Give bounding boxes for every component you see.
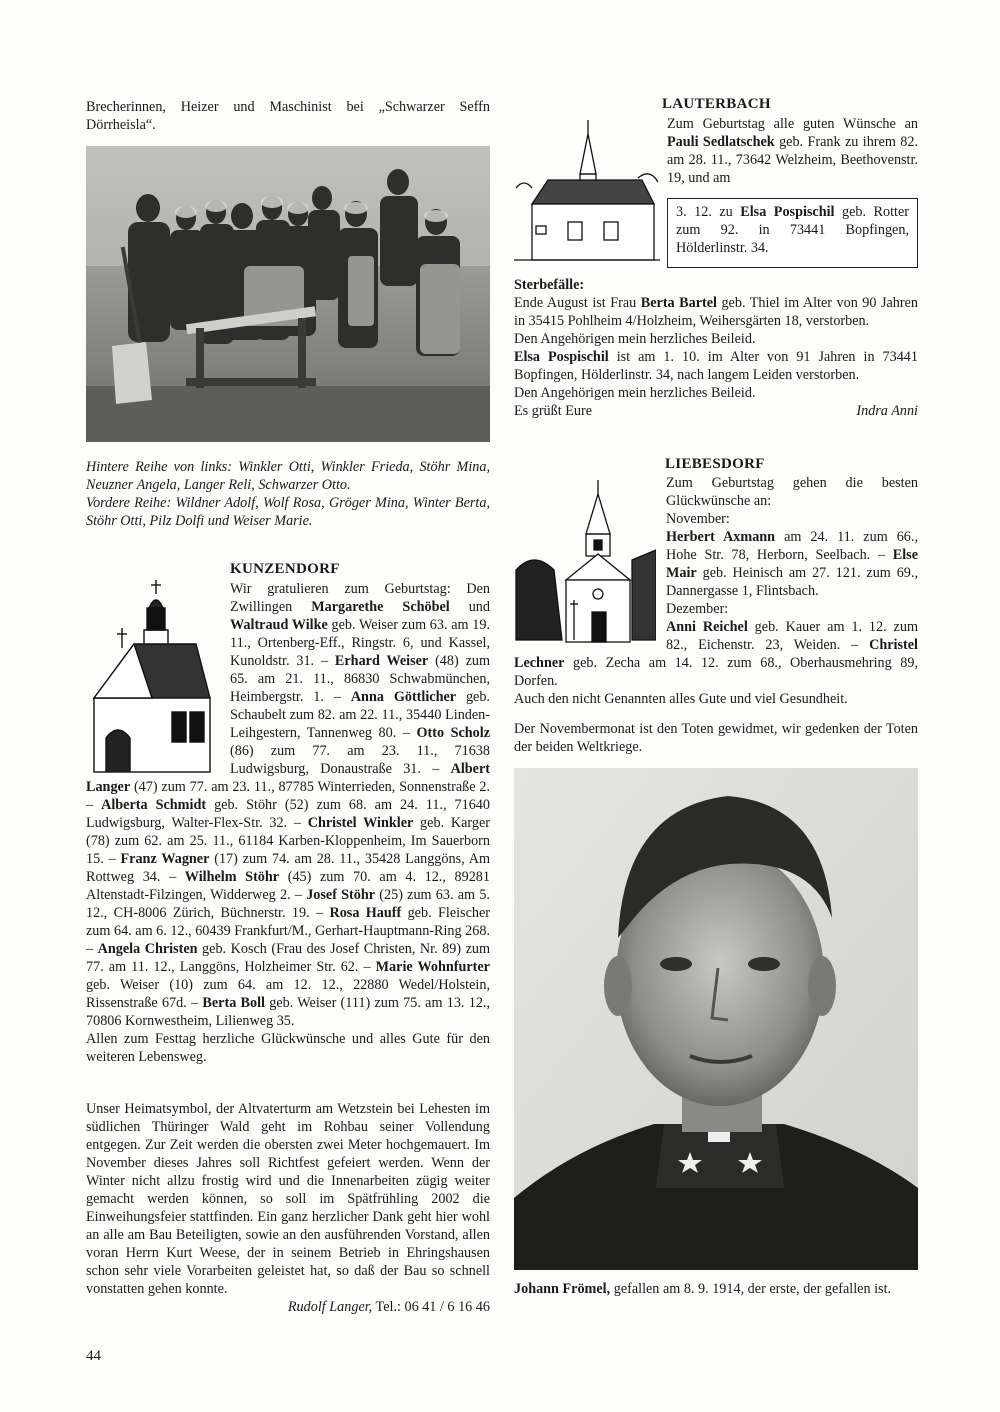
name-erhard-weiser: Erhard Weiser xyxy=(334,653,429,669)
intro-text: Brecherinnen, Heizer und Maschinist bei „Schwarzer Seffn Dörrheisla“. xyxy=(86,99,490,133)
group-photo xyxy=(86,146,490,442)
name-albert-langer: Albert Langer xyxy=(86,761,490,795)
name-berta-boll: Berta Boll xyxy=(202,995,265,1011)
name-herbert-axmann: Herbert Axmann xyxy=(666,529,776,545)
name-elsa-pospischil: Elsa Pospischil xyxy=(740,204,835,220)
memorial-text: Der Novembermonat ist den Toten gewidmet, wir gedenken der Toten der beiden Weltkriege. xyxy=(514,721,918,755)
heimat-signature: Rudolf Langer, Tel.: 06 41 / 6 16 46 xyxy=(287,1299,490,1315)
lauterbach-text: Zum Geburtstag alle guten Wünsche an Pauli Sedlatschek geb. Frank zu ihrem 82. am 28. 11., 73642 Welzheim, Beethovenstr. 19, und am xyxy=(667,116,918,186)
name-christel-winkler: Christel Winkler xyxy=(307,815,414,831)
sterbefaelle-signature: Es grüßt Eure Indra Anni xyxy=(514,403,918,419)
name-alberta-schmidt: Alberta Schmidt xyxy=(101,797,207,813)
name-angela-christen: Angela Christen xyxy=(97,941,198,957)
name-elsa-pospischil-death: Elsa Pospischil xyxy=(514,349,609,365)
name-otto-scholz: Otto Scholz xyxy=(416,725,490,741)
portrait-caption: Johann Frömel, gefallen am 8. 9. 1914, der erste, der gefallen ist. xyxy=(514,1281,892,1297)
name-johann-froemel: Johann Frömel, xyxy=(514,1281,611,1297)
page-number: 44 xyxy=(86,1348,101,1364)
kunzendorf-heading: KUNZENDORF xyxy=(230,561,340,577)
lauterbach-chapel-drawing xyxy=(514,118,660,268)
name-pauli-sedlatschek: Pauli Sedlatschek xyxy=(667,134,775,150)
heimat-paragraph: Unser Heimatsymbol, der Altvaterturm am Wetzstein bei Lehesten im südlichen Thüringer Wald geht im Rohbau seiner Vollendung entgegen. Zur Zeit werden die obersten zwei Meter hochgemauert. Im November dieses Jahres soll Richtfest gefeiert werden. Wenn der Winter nicht allzu frostig wird und die Innenarbeiten zügig weiter gemacht werden können, so soll im Spätfrühling 2002 die Einweihungsfeier stattfinden. Ein ganz herzlicher Dank geht hier wohl an alle am Bau Beteiligten, sowie an den ausführenden Vorstand, allen voran Herrn Kurt Weese, der in seinem Betrieb in Ehringshausen schon sehr viele Vorarbeiten geleistet hat, so daß der Bau so schnell vonstatten gehen konnte. Rudolf Langer, Tel.: 06 41 / 6 16 46 xyxy=(86,1101,490,1315)
lauterbach-heading: LAUTERBACH xyxy=(662,96,771,112)
name-wilhelm-stoehr: Wilhelm Stöhr xyxy=(184,869,280,885)
kunzendorf-text: Wir gratulieren zum Geburtstag: Den Zwillingen Margarethe Schöbel und Waltraud Wilke geb. Weiser zum 63. am 19. 11., Ortenberg-Eff., Ringstr. 6, und Kassel, Kunoldstr. 31. – Erhard Weiser (48) zum 65. am 21. 11., 86830 Schwabmünchen, Heimbergstr. 1. – Anna Göttlicher geb. Schaubelt zum 82. am 22. 11., 35440 Linden-Leihgestern, Tannenweg 80. – Otto Scholz (86) zum 77. am 23. 11., 71638 Ludwigsburg, Donaustraße 31. – Albert Langer (47) zum 77. am 23. 11., 87785 Winterrieden, Sonnenstraße 2. – Alberta Schmidt geb. Stöhr (52) zum 68. am 24. 11., 71640 Ludwigsburg, Walter-Flex-Str. 32. – Christel Winkler geb. Karger (78) zum 62. am 25. 11., 61184 Karben-Kloppenheim, Im Sauerborn 15. – Franz Wagner (17) zum 74. am 28. 11., 35428 Langgöns, Am Rottweg 34. – Wilhelm Stöhr (45) zum 70. am 4. 12., 89281 Altenstadt-Filzingen, Widderweg 2. – Josef Stöhr (25) zum 63. am 5. 12., CH-8006 Zürich, Büchnerstr. 19. – Rosa Hauff geb. Fleischer zum 64. am 6. 12., 60439 Frankfurt/M., Gerhart-Hauptmann-Ring 268. – Angela Christen geb. Kosch (Frau des Josef Christen, Nr. 89) zum 77. am 11. 12., Langgöns, Holzheimer Str. 62. – Marie Wohnfurter geb. Weiser (10) zum 64. am 12. 12., 22880 Wedel/Holstein, Rissenstraße 67d. – Berta Boll geb. Weiser (111) zum 75. am 13. 12., 70806 Kornwestheim, Lilienweg 35. Allen zum Festtag herzliche Glückwünsche und alles Gute für den weiteren Lebensweg. xyxy=(86,581,491,1065)
sterbefaelle-heading: Sterbefälle: xyxy=(514,277,585,293)
sterbefaelle-section: Sterbefälle: Ende August ist Frau Berta Bartel geb. Thiel im Alter von 90 Jahren in 35415 Pohlheim 4/Holzheim, Weihersgärten 18, verstorben. Den Angehörigen mein herzliches Beileid. Elsa Pospischil ist am 1. 10. im Alter von 91 Jahren in 73441 Bopfingen, Hölderlinstr. 34, nach langem Leiden verstorben. Den Angehörigen mein herzliches Beileid. Es grüßt Eure Indra Anni xyxy=(514,277,918,419)
liebesdorf-heading: LIEBESDORF xyxy=(665,456,765,472)
liebesdorf-text: Zum Geburtstag gehen die besten Glückwünsche an: November: Herbert Axmann am 24. 11. zum 66., Hohe Str. 78, Herborn, Seelbach. – Else Mair geb. Heinisch am 27. 121. zum 69., Dannergasse 1, Flintsbach. Dezember: Anni Reichel geb. Kauer am 1. 12. zum 82., Eichenstr. 23, Weiden. – Christel Lechner geb. Zecha am 14. 12. zum 68., Oberhausmehring 89, Dorfen. Auch den nicht Genannten alles Gute und viel Gesundheit. xyxy=(514,475,918,707)
name-christel-lechner: Christel Lechner xyxy=(514,637,918,671)
name-marie-wohnfurter: Marie Wohnfurter xyxy=(375,959,490,975)
name-franz-wagner: Franz Wagner xyxy=(120,851,210,867)
name-else-mair: Else Mair xyxy=(666,547,918,581)
name-anni-reichel: Anni Reichel xyxy=(666,619,748,635)
name-rosa-hauff: Rosa Hauff xyxy=(329,905,402,921)
name-berta-bartel: Berta Bartel xyxy=(640,295,717,311)
portrait-photo xyxy=(514,768,918,1270)
name-waltraud-wilke: Waltraud Wilke xyxy=(230,617,328,633)
name-josef-stoehr: Josef Stöhr xyxy=(306,887,376,903)
name-anna-goettlicher: Anna Göttlicher xyxy=(350,689,457,705)
kunzendorf-closing: Allen zum Festtag herzliche Glückwünsche und alles Gute für den weiteren Lebensweg. xyxy=(86,1031,490,1065)
group-photo-caption: Hintere Reihe von links: Winkler Otti, Winkler Frieda, Stöhr Mina, Neuzner Angela, Langer Reli, Schwarzer Otto. Vordere Reihe: Wildner Adolf, Wolf Rosa, Gröger Mina, Winter Berta, Stöhr Otti, Pilz Dolfi und Weiser Marie. xyxy=(86,459,490,529)
name-margarethe-schoebel: Margarethe Schöbel xyxy=(311,599,450,615)
lauterbach-highlight-box: 3. 12. zu Elsa Pospischil geb. Rotter zum 92. in 73441 Bopfingen, Hölderlinstr. 34. xyxy=(667,198,918,268)
